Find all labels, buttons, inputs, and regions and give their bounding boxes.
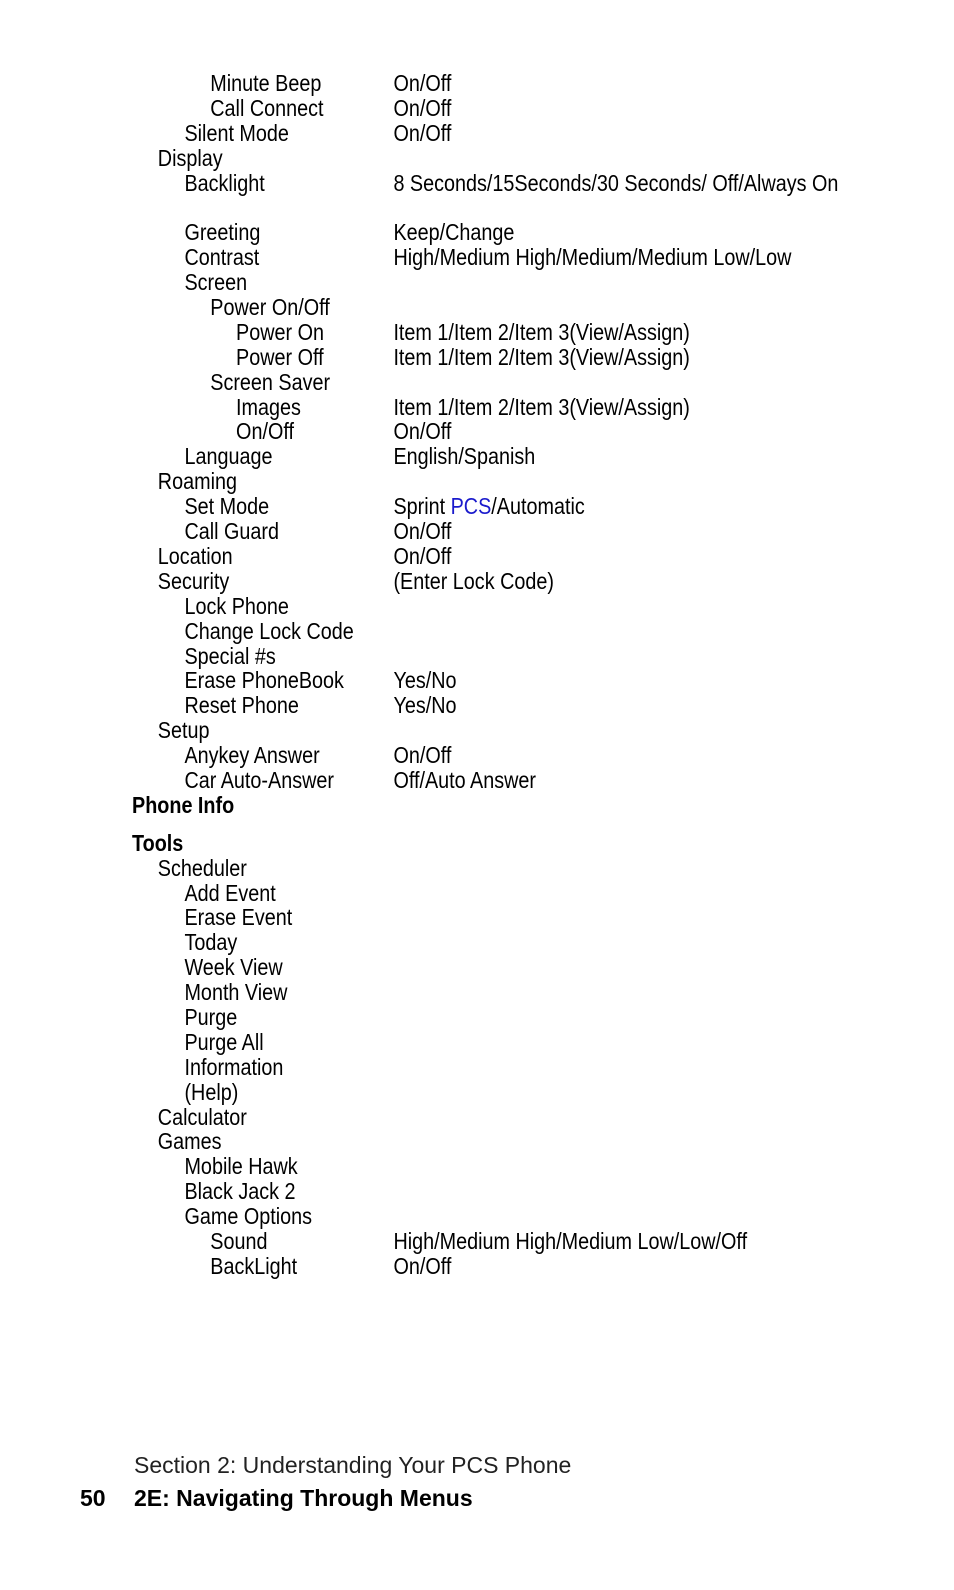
menu-item-options: Item 1/Item 2/Item 3(View/Assign) [393,343,690,370]
menu-row [132,1179,803,1204]
menu-row [132,980,803,1005]
menu-item-label: Greeting [184,219,261,246]
menu-item-label: Location [157,542,233,569]
menu-item-options: Keep/Change [393,219,515,246]
menu-row [132,569,803,594]
menu-item-options: On/Off [393,119,452,146]
menu-item-label: Games [157,1128,222,1155]
menu-row [132,718,803,743]
menu-row [132,693,803,718]
menu-heading [132,793,803,818]
menu-row [132,169,839,221]
menu-item-label: Tools [132,829,184,856]
menu-item-label: Change Lock Code [184,617,354,644]
menu-row [132,469,803,494]
menu-row [132,1229,803,1254]
menu-row [132,220,803,245]
menu-row [132,320,803,345]
menu-item-options: On/Off [393,1252,452,1279]
menu-item-label: On/Off [236,418,294,445]
menu-item-options: Off/Auto Answer [393,766,537,793]
options-text: /Automatic [491,493,585,520]
menu-row [132,644,803,669]
menu-row [132,1080,803,1105]
menu-row [132,1030,803,1055]
menu-row [132,1204,803,1229]
menu-row [132,1105,803,1130]
menu-item-label: Power On [236,318,325,345]
menu-row [132,1154,803,1179]
menu-item-label: Set Mode [184,493,270,520]
menu-row [132,905,803,930]
menu-row [132,345,803,370]
menu-row [132,270,803,295]
menu-item-options: English/Spanish [393,443,536,470]
menu-row [132,295,803,320]
menu-item-label: Screen Saver [210,368,331,395]
menu-row [132,668,803,693]
menu-row [132,419,803,444]
menu-tree [132,70,839,1279]
menu-item-label: Month View [184,979,288,1006]
footer-section-title: Section 2: Understanding Your PCS Phone [134,1452,572,1478]
menu-item-label: Screen [184,269,248,296]
menu-row [132,743,803,768]
menu-item-label: Images [236,393,301,420]
menu-item-label: Black Jack 2 [184,1178,296,1205]
menu-row [132,930,803,955]
menu-row [132,594,803,619]
menu-item-label: Call Guard [184,518,280,545]
menu-row [132,96,803,121]
menu-item-options: On/Off [393,70,452,96]
menu-item-options: On/Off [393,94,452,121]
menu-row [132,444,803,469]
menu-item-label: Purge [184,1003,238,1030]
menu-item-label: Mobile Hawk [184,1153,298,1180]
menu-item-label: Silent Mode [184,119,289,146]
menu-item-label: Power Off [236,343,324,370]
menu-item-label: Display [157,144,223,171]
menu-item-options [393,494,857,519]
menu-row [132,370,803,395]
menu-row [132,245,803,270]
menu-row [132,1254,803,1279]
menu-item-label: Setup [157,717,210,744]
menu-item-label: Week View [184,954,283,981]
menu-item-label: Calculator [157,1103,247,1130]
menu-row [132,955,803,980]
menu-row [132,1055,803,1080]
menu-item-label: Today [184,929,238,956]
menu-row [132,1005,803,1030]
menu-item-label: Call Connect [210,94,324,121]
menu-item-label: Erase Event [184,904,293,931]
menu-item-label: Power On/Off [210,294,330,321]
menu-item-options: Item 1/Item 2/Item 3(View/Assign) [393,318,690,345]
menu-row [132,768,803,793]
menu-item-label: Phone Info [132,791,235,818]
menu-item-options: On/Off [393,418,452,445]
menu-row [132,395,803,420]
menu-item-label: Erase PhoneBook [184,667,344,694]
menu-item-options: On/Off [393,542,452,569]
menu-item-label: Scheduler [157,854,247,881]
menu-row [132,146,803,171]
menu-item-options: Item 1/Item 2/Item 3(View/Assign) [393,393,690,420]
menu-row [132,856,803,881]
menu-item-label: Car Auto-Answer [184,766,334,793]
menu-item-label: Security [157,567,230,594]
footer-chapter-title: 2E: Navigating Through Menus [134,1485,473,1511]
menu-item-label: Sound [210,1227,268,1254]
menu-item-options: (Enter Lock Code) [393,567,554,594]
menu-row [132,881,803,906]
menu-item-options: 8 Seconds/15Seconds/30 Seconds/ Off/Always On [393,169,839,196]
menu-item-label: Backlight [184,169,265,196]
options-text: Sprint [393,493,451,520]
menu-row [132,519,803,544]
menu-item-label: Lock Phone [184,592,289,619]
menu-heading [132,831,803,856]
menu-item-options: On/Off [393,742,452,769]
menu-item-label: Anykey Answer [184,742,320,769]
menu-item-options: Yes/No [393,667,457,694]
menu-item-options: High/Medium High/Medium Low/Low/Off [393,1227,748,1254]
menu-item-label: Special #s [184,642,276,669]
page-number: 50 [80,1485,106,1511]
menu-row [132,71,803,96]
menu-item-options: High/Medium High/Medium/Medium Low/Low [393,244,792,271]
menu-item-label: Minute Beep [210,70,322,96]
menu-row [132,619,803,644]
menu-row [132,494,803,519]
menu-item-options: On/Off [393,518,452,545]
menu-item-label: Roaming [157,468,237,495]
menu-item-label: BackLight [210,1252,298,1279]
menu-item-label: Reset Phone [184,692,299,719]
menu-item-options: Yes/No [393,692,457,719]
menu-row [132,121,803,146]
menu-item-label: Purge All [184,1028,264,1055]
menu-item-label: Add Event [184,879,276,906]
highlighted-term: PCS [450,493,492,520]
menu-item-label: (Help) [184,1078,239,1105]
menu-item-label: Game Options [184,1203,312,1230]
menu-item-label: Contrast [184,244,260,271]
menu-row [132,544,803,569]
menu-item-label: Information [184,1053,284,1080]
menu-row [132,1129,803,1154]
menu-item-label: Language [184,443,273,470]
